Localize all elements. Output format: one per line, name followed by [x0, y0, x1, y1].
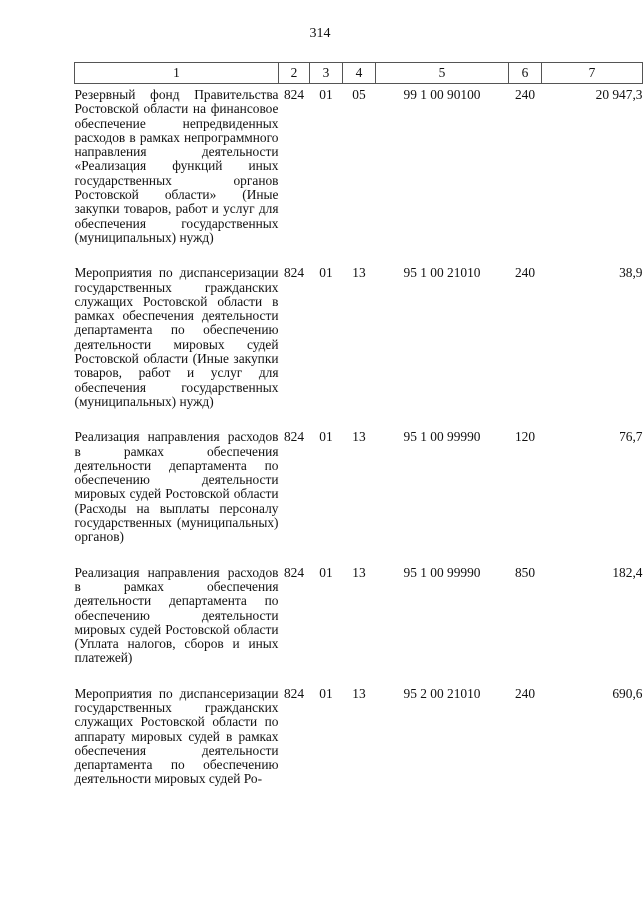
table-header — [75, 63, 643, 84]
row-subsection-code: 13 — [352, 265, 366, 281]
row-amount: 182,4 — [612, 564, 643, 580]
header-col-3: 3 — [310, 63, 343, 84]
table-row — [75, 262, 643, 426]
row-amount: 690,6 — [612, 685, 643, 701]
header-col-5: 5 — [376, 63, 509, 84]
header-col-2: 2 — [279, 63, 310, 84]
row-ministry-code: 824 — [283, 87, 305, 102]
row-expense-type: 850 — [514, 564, 536, 580]
row-section-code: 01 — [319, 564, 333, 580]
row-section-code: 01 — [319, 685, 333, 701]
row-expense-type: 240 — [514, 87, 536, 102]
header-col-6: 6 — [509, 63, 542, 84]
row-expense-type: 240 — [514, 685, 536, 701]
row-description: Реализация направления расходов в рамках обеспечения деятельности департамента по обеспечению деятельности мировых судей Ростовской области (Уплата налогов, сборов и иных платежей) — [74, 564, 279, 666]
row-target-article: 95 1 00 21010 — [403, 265, 481, 281]
header-col-1: 1 — [75, 63, 279, 84]
row-amount: 76,7 — [619, 429, 643, 445]
row-description: Мероприятия по диспансеризации государственных гражданских служащих Ростовской области по аппарату мировых судей в рамках обеспечения деятельности департамента по обеспечению деятельности мировых судей Ро- — [74, 685, 279, 787]
row-subsection-code: 13 — [352, 564, 366, 580]
table-row — [75, 562, 643, 683]
row-amount: 38,9 — [619, 265, 643, 281]
row-amount: 20 947,3 — [595, 87, 643, 102]
row-target-article: 95 1 00 99990 — [403, 429, 481, 445]
row-ministry-code: 824 — [283, 685, 305, 701]
row-subsection-code: 05 — [352, 87, 366, 102]
row-ministry-code: 824 — [283, 265, 305, 281]
table-row — [75, 84, 643, 263]
row-section-code: 01 — [319, 87, 333, 102]
row-section-code: 01 — [319, 265, 333, 281]
page-number: 314 — [309, 26, 331, 41]
budget-table — [74, 62, 643, 804]
table-body — [75, 84, 643, 804]
row-description: Реализация направления расходов в рамках обеспечения деятельности департамента по обеспечению деятельности мировых судей Ростовской области (Расходы на выплаты персоналу государственных (муниципальных) органов) — [74, 429, 279, 545]
row-expense-type: 240 — [514, 265, 536, 281]
table-row — [75, 426, 643, 561]
table-row — [75, 683, 643, 804]
row-subsection-code: 13 — [352, 429, 366, 445]
row-target-article: 95 1 00 99990 — [403, 564, 481, 580]
row-expense-type: 120 — [514, 429, 536, 445]
header-row — [75, 63, 643, 84]
row-target-article: 99 1 00 90100 — [403, 87, 481, 102]
header-col-7: 7 — [542, 63, 643, 84]
header-col-4: 4 — [343, 63, 376, 84]
row-target-article: 95 2 00 21010 — [403, 685, 481, 701]
row-section-code: 01 — [319, 429, 333, 445]
row-description: Мероприятия по диспансеризации государственных гражданских служащих Ростовской области в рамках обеспечения деятельности департамента по обеспечению деятельности мировых судей Ростовской области (Иные закупки товаров, работ и услуг для обеспечения государственных (муниципальных) нужд) — [74, 265, 279, 409]
row-subsection-code: 13 — [352, 685, 366, 701]
row-ministry-code: 824 — [283, 429, 305, 445]
row-description: Резервный фонд Правительства Ростовской области на финансовое обеспечение непредвиденных расходов в рамках непрограммного направления деятельности «Реализация функций иных государственных органов Ростовской области» (Иные закупки товаров, работ и услуг для обеспечения государственных (муниципальных) нужд) — [74, 87, 279, 245]
row-ministry-code: 824 — [283, 564, 305, 580]
